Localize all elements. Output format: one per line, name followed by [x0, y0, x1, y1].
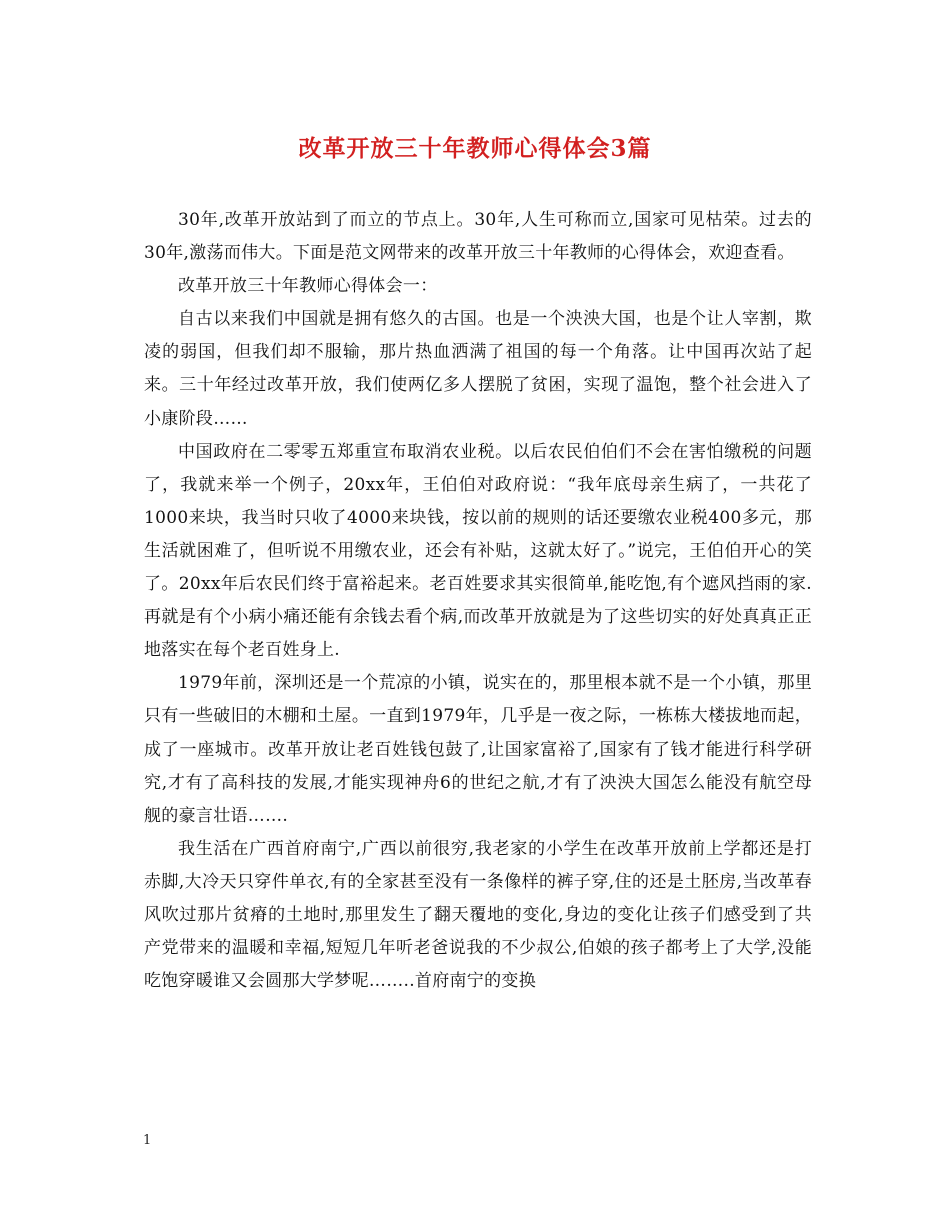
page-number: 1: [143, 1133, 152, 1148]
paragraph: 中国政府在二零零五郑重宣布取消农业税。以后农民伯伯们不会在害怕缴税的问题了，我就来举一个例子，20xx年，王伯伯对政府说：“我年底母亲生病了，一共花了1000来块，我当时只收了4000来块钱，按以前的规则的话还要缴农业税400多元，那生活就困难了，但听说不用缴农业，还会有补贴，这就太好了。”说完，王伯伯开心的笑了。20xx年后农民们终于富裕起来。老百姓要求其实很简单,能吃饱,有个遮风挡雨的家.再就是有个小病小痛还能有余钱去看个病,而改革开放就是为了这些切实的好处真真正正地落实在每个老百姓身上.: [144, 441, 812, 661]
paragraph: 自古以来我们中国就是拥有悠久的古国。也是一个泱泱大国，也是个让人宰割，欺凌的弱国，但我们却不服输，那片热血洒满了祖国的每一个角落。让中国再次站了起来。三十年经过改革开放，我们使两亿多人摆脱了贫困，实现了温饱，整个社会进入了小康阶段……: [144, 309, 812, 429]
paragraph: 我生活在广西首府南宁,广西以前很穷,我老家的小学生在改革开放前上学都还是打赤脚,大冷天只穿件单衣,有的全家甚至没有一条像样的裤子穿,住的还是土胚房,当改革春风吹过那片贫瘠的土地时,那里发生了翻天覆地的变化,身边的变化让孩子们感受到了共产党带来的温暖和幸福,短短几年听老爸说我的不少叔公,伯娘的孩子都考上了大学,没能吃饱穿暖谁又会圆那大学梦呢……..首府南宁的变换: [144, 838, 812, 992]
paragraph-intro: 30年,改革开放站到了而立的节点上。30年,人生可称而立,国家可见枯荣。过去的30年,激荡而伟大。下面是范文网带来的改革开放三十年教师的心得体会，欢迎查看。: [144, 210, 812, 264]
section-heading: 改革开放三十年教师心得体会一：: [178, 276, 438, 297]
document-title: 改革开放三十年教师心得体会3篇: [298, 135, 652, 162]
paragraph: 1979年前，深圳还是一个荒凉的小镇，说实在的，那里根本就不是一个小镇，那里只有一些破旧的木棚和土屋。一直到1979年，几乎是一夜之际，一栋栋大楼拔地而起，成了一座城市。改革开放让老百姓钱包鼓了,让国家富裕了,国家有了钱才能进行科学研究,才有了高科技的发展,才能实现神舟6的世纪之航,才有了泱泱大国怎么能没有航空母舰的豪言壮语…….: [144, 673, 812, 826]
document-body: [144, 204, 812, 998]
